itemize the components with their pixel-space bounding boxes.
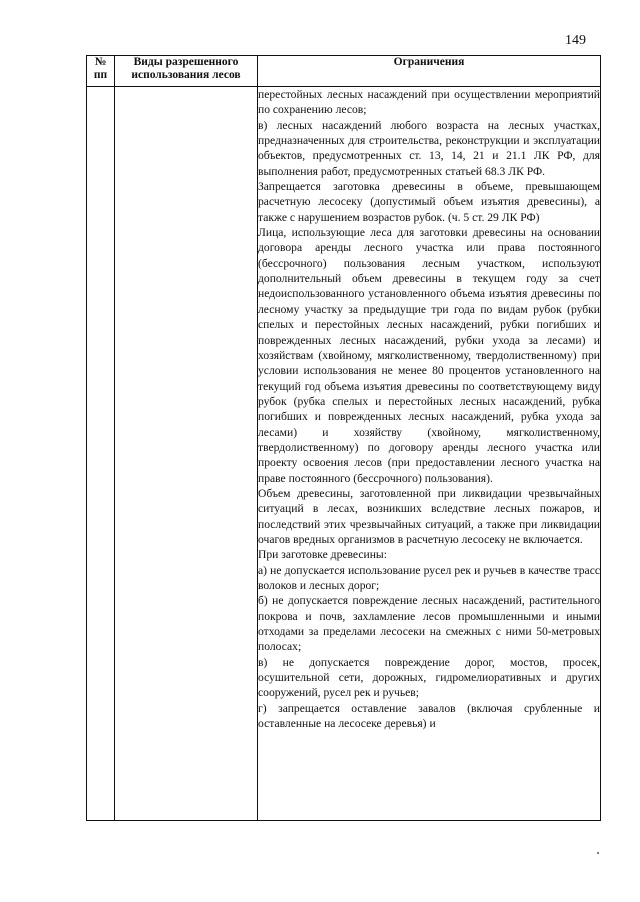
paragraph: Лица, использующие леса для заготовки древесины на основании договора аренды лесного участка или права постоянного (бессрочного) пользования лесным участком, используют дополнительный объем древесины в текущем году за счет недоиспользованного установленного объема изъятия древесины по лесному участку за предыдущие три года по видам рубок (рубки спелых и перестойных лесных насаждений, рубки погибших и поврежденных лесных насаждений, рубки ухода за лесами) и хозяйствам (хвойному, мягколиственному, твердолиственному) при условии использования не менее 80 процентов установленного на текущий год объема изъятия древесины по соответствующему виду рубок (рубка спелых и перестойных лесных насаждений, рубка погибших и поврежденных лесных насаждений, рубка ухода за лесами) и хозяйству (хвойному, мягколиственному, твердолиственному) по договору аренды лесного участка или проекту освоения лесов (при предоставлении лесного участка на праве постоянного (бессрочного) пользования). [258,226,600,485]
table-row [87,87,601,821]
paragraph: Запрещается заготовка древесины в объеме, превышающем расчетную лесосеку (допустимый объем изъятия древесины), а также с нарушением возрастов рубок. (ч. 5 ст. 29 ЛК РФ) [258,180,600,224]
paragraph: в) лесных насаждений любого возраста на лесных участках, предназначенных для строительства, реконструкции и эксплуатации объектов, предусмотренных ст. 13, 14, 21 и 21.1 ЛК РФ, для выполнения работ, предусмотренных статьей 68.3 ЛК РФ. [258,118,600,178]
page-number: 149 [565,33,586,48]
header-restrictions: Ограничения [258,56,601,87]
table-header-row [87,56,601,87]
paragraph: а) не допускается использование русел рек и ручьев в качестве трасс волоков и лесных дорог; [258,563,600,592]
paragraph: Объем древесины, заготовленной при ликвидации чрезвычайных ситуаций в лесах, возникших вследствие лесных пожаров, и последствий этих чрезвычайных ситуаций, а также при ликвидации очагов вредных организмов в расчетную лесосеку не включается. [258,486,600,546]
paragraph: г) запрещается оставление завалов (включая срубленные и оставленные на лесосеке деревья) и [258,701,600,731]
restrictions-table [86,55,601,821]
header-usage-kind: Виды разрешенного использования лесов [115,56,258,87]
header-number: № пп [87,56,115,87]
scan-speck [597,852,599,854]
paragraph: При заготовке древесины: [258,548,387,562]
paragraph: перестойных лесных насаждений при осуществлении мероприятий по сохранению лесов; [258,88,600,117]
paragraph: б) не допускается повреждение лесных насаждений, растительного покрова и почв, захламление лесов промышленными и иными отходами за пределами лесосеки на смежных с ними 50-метровых полосах; [258,594,600,654]
paragraph: в) не допускается повреждение дорог, мостов, просек, осушительной сети, дорожных, гидромелиоративных и других сооружений, русел рек и ручьев; [258,655,600,700]
row-usage-kind-cell [115,87,258,821]
row-restrictions-cell [258,87,601,821]
row-number-cell [87,87,115,821]
